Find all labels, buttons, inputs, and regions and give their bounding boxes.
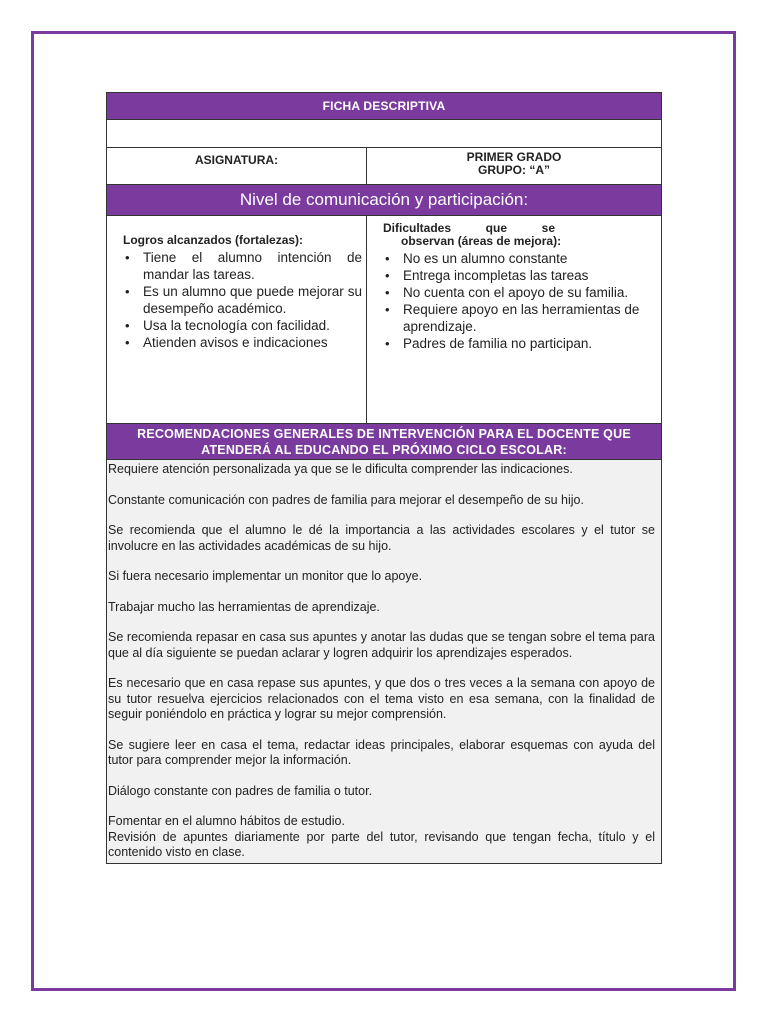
recomendaciones-title bbox=[107, 424, 661, 460]
dificultades-item: • Padres de familia no participan. bbox=[383, 335, 657, 352]
recomendacion-paragraph: Trabajar mucho las herramientas de aprendizaje. bbox=[108, 599, 380, 614]
dificultades-heading-word: que bbox=[485, 221, 507, 235]
recomendacion-paragraph: Es necesario que en casa repase sus apuntes, y que dos o tres veces a la semana con apoyo de su tutor resuelva ejercicios relacionados con el tema visto en esa semana, con la finalidad de seguir poniéndolo en práctica y lograr su mejor comprensión. bbox=[108, 676, 655, 721]
dificultades-heading-word: se bbox=[541, 221, 555, 235]
recomendaciones-body bbox=[107, 460, 661, 863]
logros-list bbox=[123, 249, 362, 351]
dificultades-heading-word: Dificultades bbox=[383, 221, 452, 235]
dificultades-item: • No cuenta con el apoyo de su familia. bbox=[383, 284, 657, 301]
dificultades-heading bbox=[383, 222, 657, 248]
dificultades-heading-line2: observan (áreas de mejora): bbox=[401, 234, 562, 248]
grupo-text: GRUPO: “A” bbox=[478, 163, 550, 177]
grado-grupo-cell bbox=[367, 148, 661, 184]
dificultades-list bbox=[383, 250, 657, 352]
logros-dificultades-row bbox=[107, 216, 661, 424]
recomendaciones-title-line1: RECOMENDACIONES GENERALES DE INTERVENCIÓN PARA EL DOCENTE QUE bbox=[137, 427, 631, 441]
dificultades-item: • Entrega incompletas las tareas bbox=[383, 267, 657, 284]
recomendacion-paragraph: Se sugiere leer en casa el tema, redactar ideas principales, elaborar esquemas con ayuda del tutor para comprender mejor la información. bbox=[108, 737, 655, 767]
logros-cell bbox=[107, 216, 367, 423]
recomendacion-paragraph: Diálogo constante con padres de familia o tutor. bbox=[108, 783, 373, 798]
recomendacion-paragraph: Se recomienda repasar en casa sus apuntes y anotar las dudas que se tengan sobre el tema para que al día siguiente se puedan aclarar y logren adquirir los aprendizajes esperados. bbox=[108, 630, 655, 660]
nivel-comunicacion-title: Nivel de comunicación y participación: bbox=[107, 185, 661, 216]
dificultades-item: • No es un alumno constante bbox=[383, 250, 657, 267]
logros-item: • Es un alumno que puede mejorar su desempeño académico. bbox=[123, 283, 362, 317]
blank-row bbox=[107, 120, 661, 148]
recomendacion-paragraph: Requiere atención personalizada ya que se le dificulta comprender las indicaciones. bbox=[108, 462, 573, 476]
ficha-descriptiva-table bbox=[106, 92, 662, 864]
logros-item: • Usa la tecnología con facilidad. bbox=[123, 317, 362, 334]
recomendacion-line: Revisión de apuntes diariamente por parte del tutor, revisando que tengan fecha, título y el contenido visto en clase. bbox=[108, 829, 655, 859]
asignatura-row bbox=[107, 148, 661, 185]
logros-item: • Tiene el alumno intención de mandar las tareas. bbox=[123, 249, 362, 283]
asignatura-label: ASIGNATURA: bbox=[107, 148, 367, 184]
dificultades-item: • Requiere apoyo en las herramientas de aprendizaje. bbox=[383, 301, 657, 335]
logros-item: • Atienden avisos e indicaciones bbox=[123, 334, 362, 351]
ficha-title: FICHA DESCRIPTIVA bbox=[107, 93, 661, 120]
recomendacion-last-paragraph bbox=[108, 814, 655, 861]
recomendaciones-title-line2: ATENDERÁ AL EDUCANDO EL PRÓXIMO CICLO ESCOLAR: bbox=[201, 443, 567, 457]
recomendacion-line: Fomentar en el alumno hábitos de estudio. bbox=[108, 814, 345, 828]
grado-text: PRIMER GRADO bbox=[466, 150, 562, 164]
logros-heading: Logros alcanzados (fortalezas): bbox=[123, 233, 304, 247]
recomendacion-paragraph: Se recomienda que el alumno le dé la importancia a las actividades escolares y el tutor se involucre en las actividades académicas de su hijo. bbox=[108, 523, 655, 553]
recomendacion-paragraph: Si fuera necesario implementar un monitor que lo apoye. bbox=[108, 569, 423, 583]
dificultades-cell bbox=[367, 216, 661, 423]
recomendacion-paragraph: Constante comunicación con padres de familia para mejorar el desempeño de su hijo. bbox=[108, 492, 584, 507]
